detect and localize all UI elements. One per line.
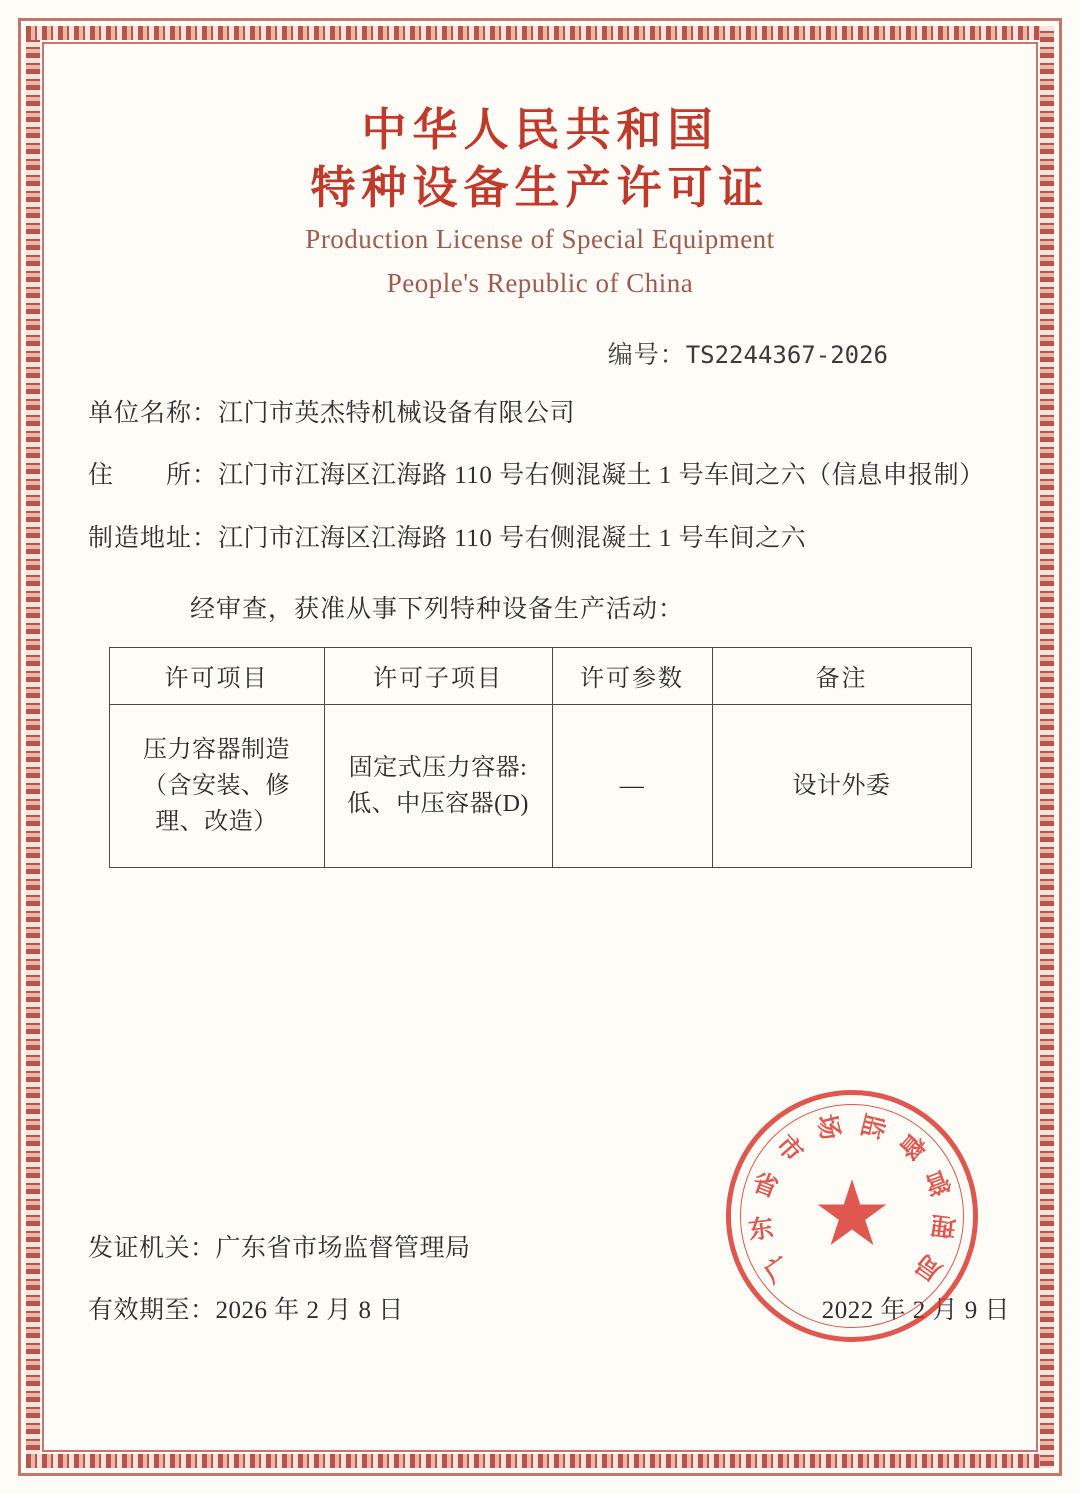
table-header-row bbox=[109, 647, 971, 704]
seal-arc-char: 理 bbox=[929, 1210, 958, 1243]
field-company-name-label: 单位名称： bbox=[88, 399, 219, 427]
table-header-remark: 备注 bbox=[712, 647, 971, 704]
validity-label: 有效期至： bbox=[88, 1297, 216, 1324]
validity-value: 2026 年 2 月 8 日 bbox=[215, 1297, 404, 1324]
field-manufacture-address-value: 江门市江海区江海路 110 号右侧混凝土 1 号车间之六 bbox=[218, 525, 807, 553]
serial-number-label: 编号： bbox=[607, 341, 686, 369]
page-title-en-line1: Production License of Special Equipment bbox=[305, 224, 775, 254]
seal-arc-char: 管 bbox=[920, 1164, 955, 1201]
issuing-authority-value: 广东省市场监督管理局 bbox=[215, 1235, 471, 1262]
seal-arc-char: 广 bbox=[758, 1250, 797, 1290]
issuing-authority-label: 发证机关： bbox=[88, 1235, 216, 1262]
official-seal bbox=[726, 1090, 978, 1342]
seal-arc-char: 市 bbox=[770, 1129, 809, 1168]
field-company-name-value: 江门市英杰特机械设备有限公司 bbox=[218, 399, 576, 427]
field-residence-address bbox=[60, 457, 1020, 496]
serial-number-value: TS2244367-2026 bbox=[685, 340, 888, 369]
table-cell-param: — bbox=[552, 704, 712, 867]
page-title-zh-line1: 中华人民共和国 bbox=[361, 103, 719, 156]
seal-arc-char: 监 bbox=[855, 1110, 890, 1142]
table-row bbox=[109, 704, 971, 867]
page-title-zh-line2: 特种设备生产许可证 bbox=[310, 161, 770, 215]
seal-arc-char: 督 bbox=[892, 1127, 932, 1166]
license-scope-table bbox=[109, 647, 972, 868]
table-header-param: 许可参数 bbox=[552, 647, 712, 704]
seal-arc-char: 省 bbox=[748, 1167, 783, 1204]
certificate-content bbox=[60, 60, 1020, 1434]
seal-star-icon: ★ bbox=[815, 1175, 889, 1257]
field-residence-address-label: 住 所： bbox=[88, 462, 219, 490]
serial-number-row bbox=[60, 335, 1020, 371]
issue-date: 2022 年 2 月 9 日 bbox=[821, 1297, 1010, 1324]
page-title-en-line2: People's Republic of China bbox=[386, 267, 694, 298]
table-cell-remark: 设计外委 bbox=[712, 704, 971, 867]
table-cell-subitem: 固定式压力容器:低、中压容器(D) bbox=[324, 704, 552, 867]
seal-arc-char: 局 bbox=[909, 1248, 947, 1287]
table-header-subitem: 许可子项目 bbox=[324, 647, 552, 704]
field-residence-address-value: 江门市江海区江海路 110 号右侧混凝土 1 号车间之六（信息申报制） bbox=[218, 462, 985, 490]
field-manufacture-address bbox=[60, 520, 1020, 559]
table-header-item: 许可项目 bbox=[109, 647, 324, 704]
field-company-name bbox=[60, 395, 1020, 434]
field-manufacture-address-label: 制造地址： bbox=[88, 525, 219, 553]
approval-statement: 经审查，获准从事下列特种设备生产活动： bbox=[190, 595, 685, 623]
seal-arc-char: 场 bbox=[811, 1111, 846, 1143]
table-cell-item: 压力容器制造（含安装、修理、改造） bbox=[109, 704, 324, 867]
seal-arc-char: 东 bbox=[746, 1213, 776, 1246]
